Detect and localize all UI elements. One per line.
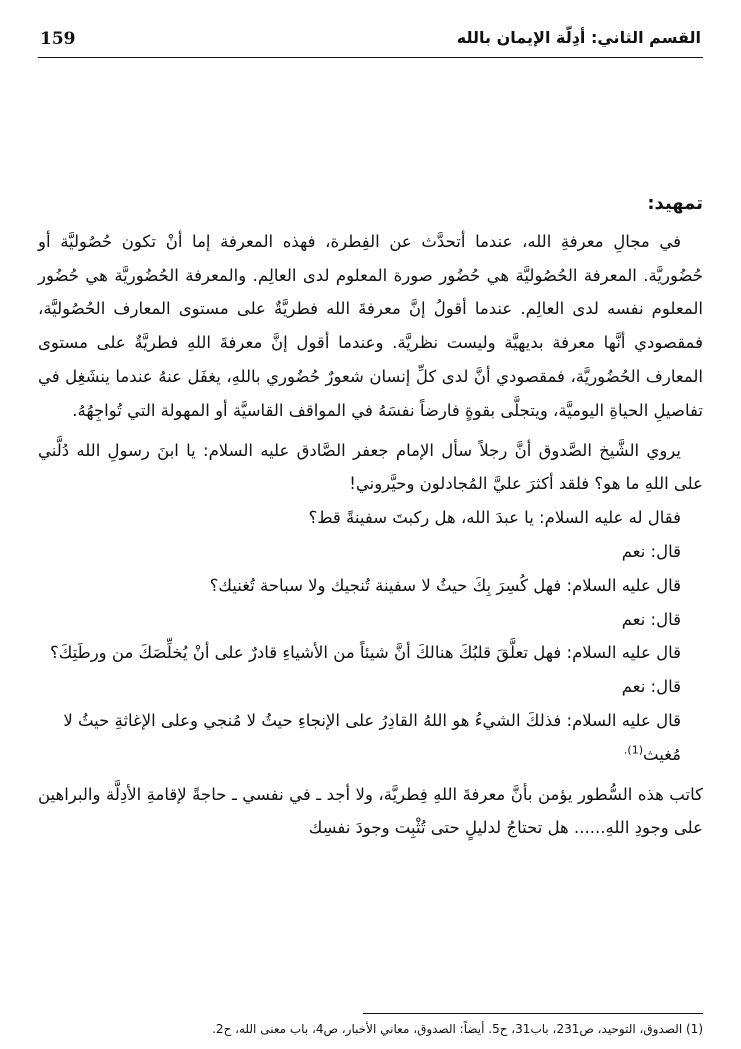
dialog-line: قال: نعم <box>621 609 681 629</box>
dialog-final-text: قال عليه السلام: فذلكَ الشيءُ هو اللهُ القادِرُ على الإنجاءِ حيثُ لا مُنجي وعلى الإغاثةِ حيثُ لا مُغيث <box>63 710 681 764</box>
main-text <box>38 187 703 845</box>
page-header <box>38 26 703 58</box>
paragraph-narration: يروي الشَّيخ الصَّدوق أنَّ رجلاً سأل الإمام جعفر الصَّادق عليه السلام: يا ابنَ رسولِ الله دُلَّني على اللهِ ما هو؟ فلقد أكثرَ عليَّ المُجادلون وحيَّروني! <box>38 440 703 494</box>
dialog-line: قال: نعم <box>621 541 681 561</box>
footnote: (1) الصدوق، التوحيد، ص231، باب31، ح5. أيضاً: الصدوق، معاني الأخبار، ص4، باب معنى الله، ح2. <box>212 1022 703 1036</box>
dialog-final <box>38 704 703 772</box>
dialog-line: قال عليه السلام: فهل كُسِرَ بِكَ حيثُ لا سفينة تُنجيك ولا سباحة تُغنيك؟ <box>209 575 681 595</box>
dialog-line: فقال له عليه السلام: يا عبدَ الله، هل ركبتَ سفينةً قط؟ <box>308 508 681 528</box>
running-title: القسم الثاني: أدِلّة الإيمان بالله <box>456 28 701 47</box>
paragraph-author: كاتب هذه السُّطور يؤمن بأنَّ معرفةَ اللهِ فِطريَّة، ولا أجد ـ في نفسي ـ حاجةً لإقامةِ الأدِلَّة والبراهين على وجودِ اللهِ...... هل تحتاجُ لدليلٍ حتى تُثْبِت وجودَ نفسِك <box>38 784 703 838</box>
paragraph-intro: في مجالِ معرفةِ الله، عندما أتحدَّث عن الفِطرة، فهذه المعرفة إما أنْ تكون حُصُوليَّة أو حُضُوريَّة. المعرفة الحُصُوليَّة هي حُضُور صورة المعلوم لدى العالِم. والمعرفة الحُضُوريَّة هي حُضُور المعلوم نفسه لدى العالِم. عندما أقولُ إنَّ معرفةَ الله فطريَّةٌ على مستوى المعارف الحُصُوليَّة، فمقصودي أنَّها معرفة بديهيَّة وليست نظريَّة. وعندما أقول إنَّ معرفةَ اللهِ فطريَّةٌ على مستوى المعارف الحُضُوريَّة، فمقصودي أنَّ لدى كلِّ إنسان شعورٌ حُضُوري باللهِ، يغفَل عنهُ عندما ينشَغِل في تفاصيلِ الحياةِ اليوميَّة، ويتجلَّى بقوةٍ فارضاً نفسَهُ في المواقف القاسيَّة أو المهولة التي تُواجِهُهُ. <box>38 231 703 420</box>
footnote-divider <box>363 1013 703 1014</box>
footnote-marker: (1). <box>623 743 644 757</box>
section-heading: تمهيد: <box>647 193 703 214</box>
dialog-line: قال عليه السلام: فهل تعلَّقَ قلبُكَ هنالكَ أنَّ شيئاً من الأشياءِ قادرٌ على أنْ يُخلِّصَكَ من ورطَتِكَ؟ <box>49 643 681 663</box>
dialog-line: قال: نعم <box>621 677 681 697</box>
page-number: 159 <box>40 29 76 49</box>
